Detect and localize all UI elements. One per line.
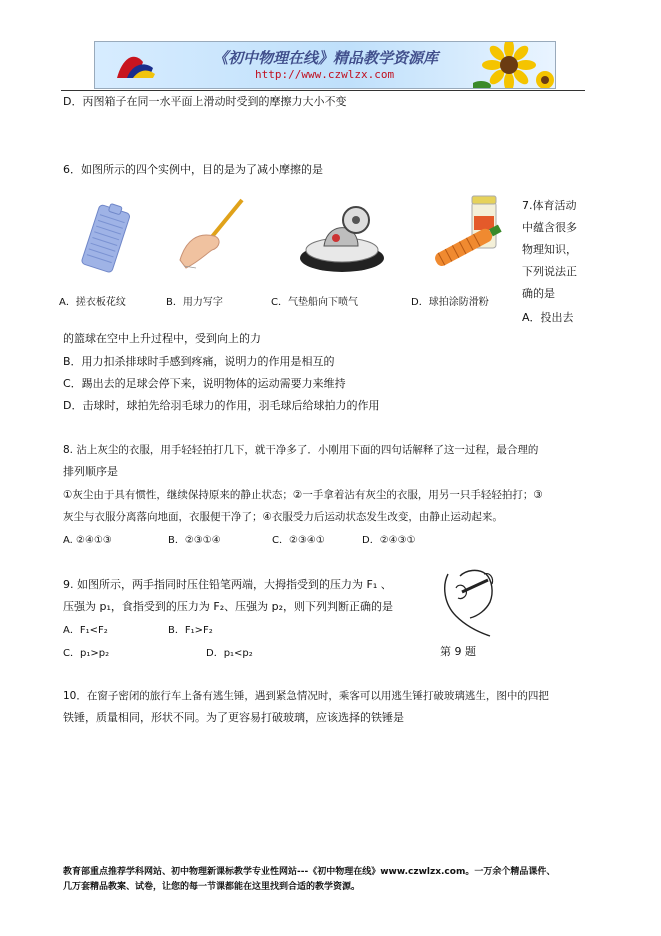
q8-option-a: A. ②④①③ [63,535,112,546]
q9-line-1: 9. 如图所示，两手指同时压住铅笔两端，大拇指受到的压力为 F₁ 、 [63,578,392,591]
q7-option-a-start: A．投出去 [522,311,574,324]
washboard-image [74,202,140,274]
header-rule [61,90,585,91]
q7-option-d: D．击球时，球拍先给羽毛球力的作用，羽毛球后给球拍力的作用 [63,399,380,412]
site-logo-icon [113,48,157,84]
q9-option-d: D．p₁<p₂ [206,648,253,659]
q9-option-b: B．F₁>F₂ [168,625,213,636]
q7-option-b: B．用力扣杀排球时手感到疼痛，说明力的作用是相互的 [63,355,335,368]
q8-option-d: D．②④③① [362,535,416,546]
q8-line-1: 8. 沾上灰尘的衣服，用手轻轻拍打几下，就干净多了．小刚用下面的四句话解释了这一过程，最合理的 [63,444,539,456]
q7-side-3: 物理知识， [522,243,577,256]
q9-figure-caption: 第 9 题 [440,645,476,658]
q7-side-2: 中蕴含很多 [522,221,577,234]
q8-line-3: ①灰尘由于具有惯性，继续保持原来的静止状态；②一手拿着沾有灰尘的衣服，用另一只手轻轻拍打；③ [63,489,543,501]
q8-line-4: 灰尘与衣服分离落向地面，衣服便干净了；④衣服受力后运动状态发生改变，由静止运动起来。 [63,511,503,523]
q8-option-b: B．②③①④ [168,535,221,546]
hovercraft-image [296,200,388,278]
footer-line-2: 几万套精品教案、试卷，让您的每一节课都能在这里找到合适的教学资源。 [63,882,361,892]
q10-line-2: 铁锤，质量相同，形状不同。为了更容易打破玻璃，应该选择的铁锤是 [63,711,404,724]
q7-option-c: C．踢出去的足球会停下来，说明物体的运动需要力来维持 [63,377,346,390]
q6-caption-d: D．球拍涂防滑粉 [411,297,489,308]
q7-side-5: 确的是 [522,287,555,300]
pencil-fingers-image [438,566,508,638]
q9-option-a: A．F₁<F₂ [63,625,108,636]
footer-line-1: 教育部重点推荐学科网站、初中物理新课标教学专业性网站---《初中物理在线》www.czwlzx.com。一万余个精品课件、 [63,867,556,877]
banner-url[interactable]: http://www.czwlzx.com [255,68,395,81]
q6-caption-c: C．气垫船向下喷气 [271,297,358,308]
q10-line-1: 10．在窗子密闭的旅行车上备有逃生锤，遇到紧急情况时，乘客可以用逃生锤打破玻璃逃生，图中的四把 [63,690,549,702]
q6-stem: 6．如图所示的四个实例中，目的是为了减小摩擦的是 [63,163,323,176]
banner-title: 《初中物理在线》精品教学资源库 [213,49,439,67]
sunflower-icon [473,41,556,89]
q8-line-2: 排列顺序是 [63,465,118,478]
powder-bottle-image [424,192,508,276]
q7-side-4: 下列说法正 [522,265,577,278]
q6-caption-a: A．搓衣板花纹 [59,297,126,308]
q7-side-1: 7.体育活动 [522,199,577,212]
q6-caption-b: B．用力写字 [166,297,223,308]
q9-line-2: 压强为 p₁，食指受到的压力为 F₂、压强为 p₂，则下列判断正确的是 [63,600,394,613]
header-banner [94,41,556,89]
q7-option-a-cont: 的篮球在空中上升过程中，受到向上的力 [63,332,261,345]
hand-writing-image [176,196,252,272]
q9-option-c: C．p₁>p₂ [63,648,110,659]
q8-option-c: C．②③④① [272,535,325,546]
q5-option-d: D．丙图箱子在同一水平面上滑动时受到的摩擦力大小不变 [63,95,347,108]
